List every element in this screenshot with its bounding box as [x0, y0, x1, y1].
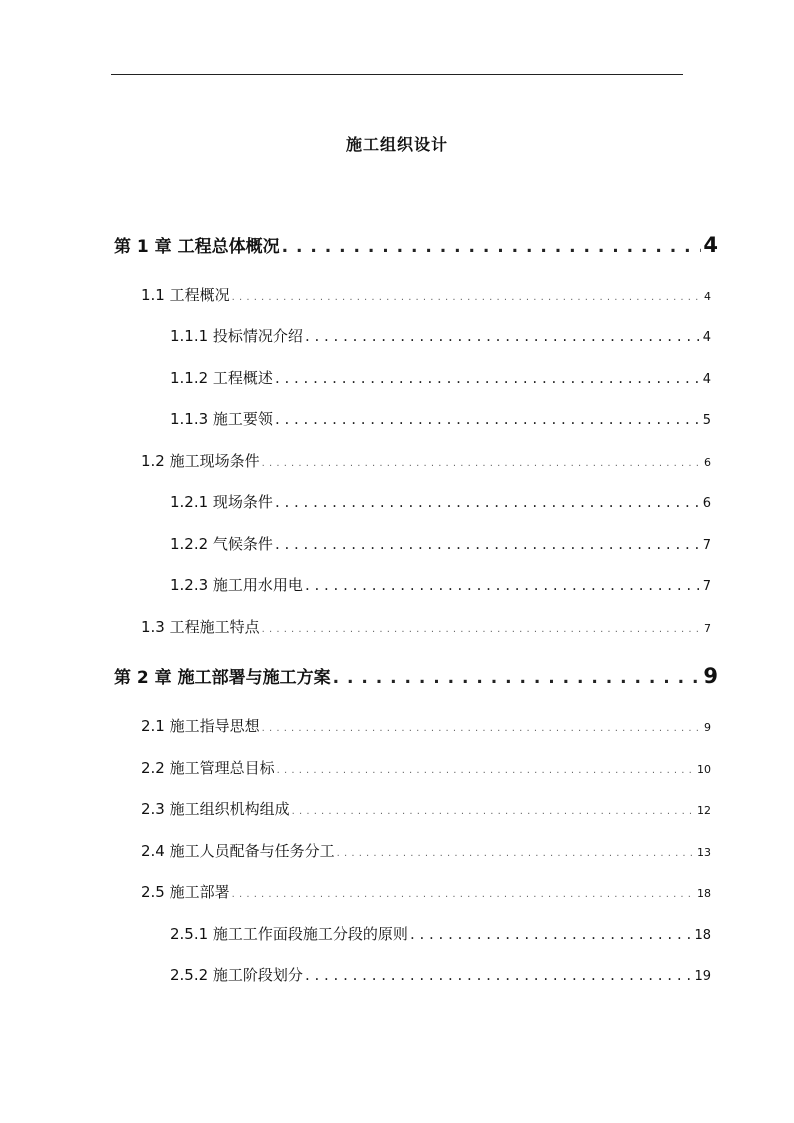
toc-entry-1-1-2[interactable] [170, 367, 711, 388]
dot-leader [262, 723, 702, 734]
dot-leader [262, 458, 702, 469]
toc-entry-chapter-1[interactable] [114, 232, 718, 257]
toc-entry-page: 4 [702, 372, 711, 387]
toc-entry-1-1-1[interactable] [170, 325, 711, 346]
toc-entry-page: 12 [697, 804, 711, 817]
toc-entry-label: 2.1 施工指导思想 [141, 717, 260, 735]
toc-entry-2-4[interactable] [141, 840, 711, 861]
dot-leader [275, 369, 701, 387]
toc-entry-1-2[interactable] [141, 450, 711, 471]
toc-entry-2-2[interactable] [141, 757, 711, 778]
toc-entry-2-1[interactable] [141, 715, 711, 736]
toc-entry-label: 1.2 施工现场条件 [141, 452, 260, 470]
toc-entry-page: 4 [703, 233, 718, 257]
toc-entry-page: 9 [704, 721, 711, 734]
toc-entry-label: 2.3 施工组织机构组成 [141, 800, 290, 818]
toc-entry-label: 1.3 工程施工特点 [141, 618, 260, 636]
toc-entry-page: 18 [697, 887, 711, 900]
toc-entry-2-5-2[interactable] [170, 964, 711, 985]
toc-entry-page: 4 [702, 330, 711, 345]
toc-entry-label: 1.2.3 施工用水用电 [170, 576, 303, 594]
dot-leader [305, 576, 701, 594]
toc-entry-page: 6 [704, 456, 711, 469]
toc-entry-label: 1.1.1 投标情况介绍 [170, 327, 303, 345]
toc-entry-label: 1.2.1 现场条件 [170, 493, 273, 511]
dot-leader [410, 925, 693, 943]
toc-entry-label: 第 1 章 工程总体概况 [114, 237, 280, 257]
toc-entry-page: 9 [703, 664, 718, 688]
toc-entry-page: 7 [704, 622, 711, 635]
toc-entry-1-2-2[interactable] [170, 533, 711, 554]
toc-entry-1-1[interactable] [141, 284, 711, 305]
dot-leader [275, 535, 701, 553]
dot-leader [292, 806, 695, 817]
toc-entry-chapter-2[interactable] [114, 663, 718, 688]
dot-leader [262, 624, 702, 635]
toc-entry-page: 7 [702, 538, 711, 553]
toc-entry-1-2-1[interactable] [170, 491, 711, 512]
dot-leader [232, 292, 702, 303]
toc-entry-label: 2.2 施工管理总目标 [141, 759, 275, 777]
dot-leader [277, 765, 695, 776]
toc-entry-page: 10 [697, 763, 711, 776]
dot-leader [305, 966, 693, 984]
dot-leader [275, 493, 701, 511]
dot-leader [337, 848, 695, 859]
toc-entry-label: 2.5 施工部署 [141, 883, 230, 901]
toc-entry-1-2-3[interactable] [170, 574, 711, 595]
toc-entry-label: 2.4 施工人员配备与任务分工 [141, 842, 335, 860]
toc-entry-page: 4 [704, 290, 711, 303]
toc-entry-page: 6 [702, 496, 711, 511]
dot-leader [333, 668, 702, 688]
toc-entry-2-5-1[interactable] [170, 923, 711, 944]
toc-entry-label: 第 2 章 施工部署与施工方案 [114, 668, 331, 688]
toc-entry-1-3[interactable] [141, 616, 711, 637]
toc-entry-1-1-3[interactable] [170, 408, 711, 429]
toc-entry-label: 1.2.2 气候条件 [170, 535, 273, 553]
toc-entry-2-5[interactable] [141, 881, 711, 902]
toc-entry-page: 19 [694, 969, 711, 984]
toc-entry-page: 5 [702, 413, 711, 428]
dot-leader [305, 327, 701, 345]
toc-entry-label: 1.1.3 施工要领 [170, 410, 273, 428]
dot-leader [275, 410, 701, 428]
dot-leader [282, 237, 702, 257]
toc-entry-label: 2.5.2 施工阶段划分 [170, 966, 303, 984]
toc-entry-label: 1.1.2 工程概述 [170, 369, 273, 387]
toc-entry-label: 1.1 工程概况 [141, 286, 230, 304]
document-title: 施工组织设计 [345, 135, 448, 154]
dot-leader [232, 889, 695, 900]
toc-entry-label: 2.5.1 施工工作面段施工分段的原则 [170, 925, 408, 943]
toc-entry-page: 13 [697, 846, 711, 859]
toc-entry-page: 18 [694, 928, 711, 943]
toc-entry-2-3[interactable] [141, 798, 711, 819]
toc-entry-page: 7 [702, 579, 711, 594]
